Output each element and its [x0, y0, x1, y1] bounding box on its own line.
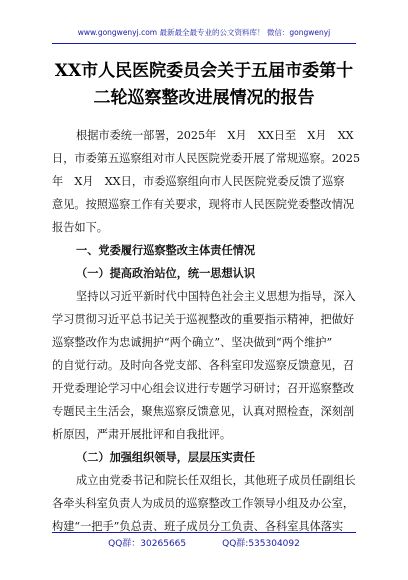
body-line: 报告如下。 [52, 221, 108, 234]
body-line: 各牵头科室负责人为成员的巡察整改工作领导小组及办公室， [52, 497, 355, 510]
body-line: 日，市委第五巡察组对市人民医院党委开展了常规巡察。2025 [52, 152, 361, 165]
footer-divider [52, 532, 356, 533]
body-line: 年 X月 XX日，市委巡察组向市人民医院党委反馈了巡察 [52, 175, 345, 188]
body-line: 巡察整改作为忠诚拥护“两个确立”、坚决做到“两个维护” [52, 336, 333, 349]
subsection-heading: （一）提高政治站位，统一思想认识 [76, 267, 256, 280]
body-line: 成立由党委书记和院长任双组长，其他班子成员任副组长 [76, 474, 356, 487]
body-line: 析原因，严肃开展批评和自我批评。 [52, 428, 232, 441]
subsection-heading: （二）加强组织领导，层层压实责任 [76, 451, 256, 464]
body-line: 学习贯彻习近平总书记关于巡视整改的重要指示精神，把做好 [52, 313, 355, 326]
document-title [40, 58, 368, 112]
body-line: 构建“一把手”负总责、班子成员分工负责、各科室具体落实 [52, 520, 344, 533]
body-line: 意见。按照巡察工作有关要求，现将市人民医院党委整改情况 [52, 198, 355, 211]
title-line-1: XX市人民医院委员会关于五届市委第十 [54, 61, 354, 81]
body-line: 开党委理论学习中心组会议进行专题学习研讨；召开巡察整改 [52, 382, 355, 395]
section-heading: 一、党委履行巡察整改主体责任情况 [76, 244, 256, 257]
header-divider [52, 43, 356, 44]
footer-qq-groups: QQ群：30265665 QQ群:535304092 [108, 539, 300, 549]
body-line: 根据市委统一部署，2025年 X月 XX日至 X月 XX [76, 129, 354, 142]
body-line: 坚持以习近平新时代中国特色社会主义思想为指导，深入 [76, 290, 356, 303]
body-line: 专题民主生活会，聚焦巡察反馈意见，认真对照检查，深刻剖 [52, 405, 355, 418]
body-line: 的自觉行动。及时向各党支部、各科室印发巡察反馈意见，召 [52, 359, 355, 372]
title-line-2: 二轮巡察整改进展情况的报告 [93, 88, 315, 108]
header-watermark: www.gongwenyj.com 最新最全最专业的公文资料库！ 微信：gongwenyj [77, 28, 331, 37]
